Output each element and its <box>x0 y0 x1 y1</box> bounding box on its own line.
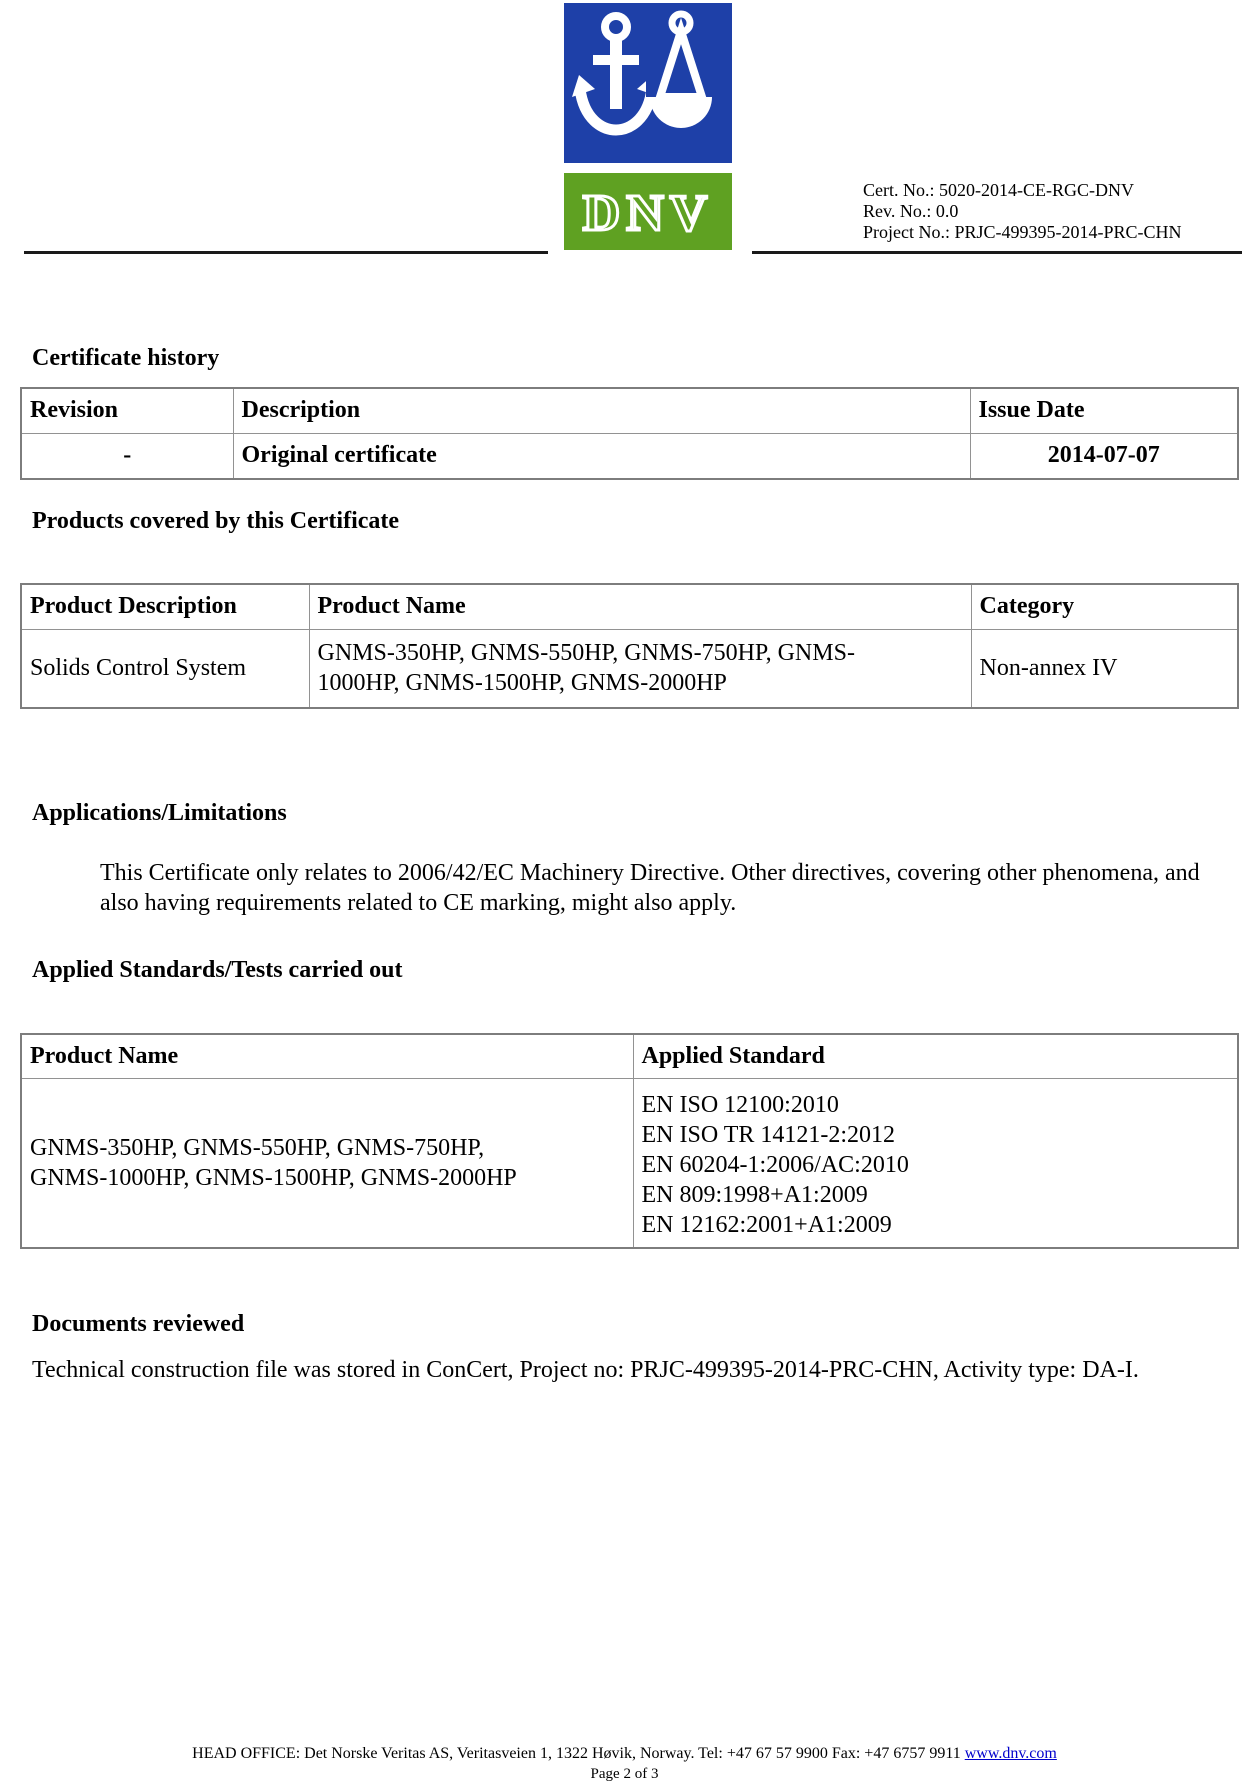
table-header-row <box>21 1034 1238 1078</box>
col-header-product-description: Product Description <box>21 584 309 629</box>
certificate-history-title: Certificate history <box>32 345 220 371</box>
products-title: Products covered by this Certificate <box>32 508 400 534</box>
table-row <box>21 1078 1238 1248</box>
table-header-row <box>21 388 1238 433</box>
footer-page-number: Page 2 of 3 <box>590 1766 659 1782</box>
dnv-logo <box>564 173 732 250</box>
documents-title: Documents reviewed <box>32 1311 245 1337</box>
header-rule-left <box>24 251 548 254</box>
product-name-value <box>309 629 971 708</box>
standards-table <box>20 1033 1239 1249</box>
applications-title: Applications/Limitations <box>32 800 287 826</box>
table-row <box>21 629 1238 708</box>
standard-item: EN ISO TR 14121-2:2012 <box>641 1121 896 1148</box>
dnv-website-link[interactable]: www.dnv.com <box>964 1745 1057 1762</box>
standards-product-name-text: GNMS-350HP, GNMS-550HP, GNMS-750HP, GNMS-1000HP, GNMS-1500HP, GNMS-2000HP <box>30 1134 517 1191</box>
applications-body: This Certificate only relates to 2006/42/EC Machinery Directive. Other directives, covering other phenomena, and also having requirements related to CE marking, might also apply. <box>100 860 1200 916</box>
project-no-line: Project No.: PRJC-499395-2014-PRC-CHN <box>863 222 1182 242</box>
header-rule-right <box>752 251 1242 254</box>
col-header-product-name: Product Name <box>309 584 971 629</box>
products-table <box>20 583 1239 709</box>
standard-item: EN 12162:2001+A1:2009 <box>641 1211 892 1238</box>
product-description-value: Solids Control System <box>21 629 309 708</box>
cert-no-line: Cert. No.: 5020-2014-CE-RGC-DNV <box>863 180 1134 200</box>
anchor-and-scales-icon <box>564 3 732 163</box>
standard-item: EN ISO 12100:2010 <box>641 1091 839 1118</box>
col-header-issue-date: Issue Date <box>970 388 1238 433</box>
col-header-product-name: Product Name <box>21 1034 633 1078</box>
standard-item: EN 60204-1:2006/AC:2010 <box>641 1151 909 1178</box>
applied-standards-list <box>633 1078 1238 1248</box>
table-header-row <box>21 584 1238 629</box>
certificate-history-table <box>20 387 1239 480</box>
documents-body: Technical construction file was stored in ConCert, Project no: PRJC-499395-2014-PRC-CHN, Activity type: DA-I. <box>32 1357 1139 1383</box>
col-header-description: Description <box>233 388 970 433</box>
standards-product-name <box>21 1078 633 1248</box>
dnv-logo-text <box>564 173 732 250</box>
col-header-revision: Revision <box>21 388 233 433</box>
footer-office-text: HEAD OFFICE: Det Norske Veritas AS, Veritasveien 1, 1322 Høvik, Norway. Tel: +47 67 57 9900 Fax: +47 6757 9911 <box>192 1745 965 1762</box>
dnv-emblem <box>564 3 732 163</box>
issue-date-value: 2014-07-07 <box>970 433 1238 479</box>
revision-value: - <box>21 433 233 479</box>
category-value: Non-annex IV <box>971 629 1238 708</box>
standards-title: Applied Standards/Tests carried out <box>32 957 403 983</box>
standard-item: EN 809:1998+A1:2009 <box>641 1181 868 1208</box>
col-header-applied-standard: Applied Standard <box>633 1034 1238 1078</box>
product-name-text: GNMS-350HP, GNMS-550HP, GNMS-750HP, GNMS-1000HP, GNMS-1500HP, GNMS-2000HP <box>317 640 855 697</box>
description-value: Original certificate <box>233 433 970 479</box>
svg-text:DNV: DNV <box>582 185 714 242</box>
footer-office-line <box>0 1745 1249 1763</box>
certificate-numbers <box>863 180 1182 243</box>
table-row <box>21 433 1238 479</box>
col-header-category: Category <box>971 584 1238 629</box>
rev-no-line: Rev. No.: 0.0 <box>863 201 959 221</box>
